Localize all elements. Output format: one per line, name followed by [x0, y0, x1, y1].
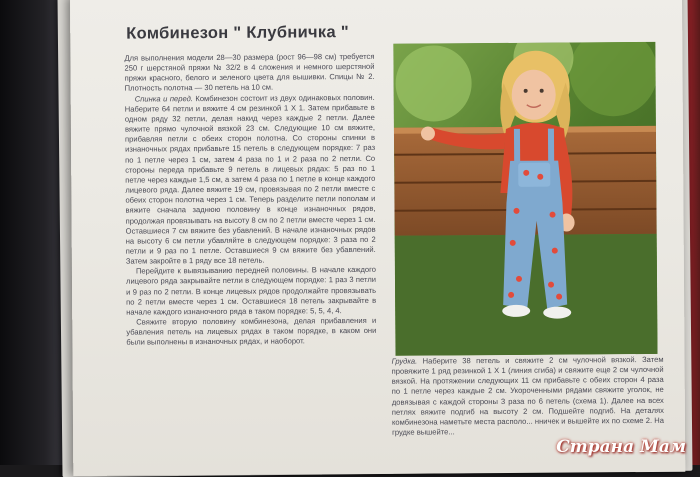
child-photo-illustration: [393, 42, 657, 356]
section-label: Спинка и перед.: [134, 93, 193, 104]
back-front-paragraph: [125, 93, 376, 267]
article-title: Комбинезон " Клубничка ": [126, 23, 349, 43]
caption-body: Наберите 38 петель и свяжите 2 см чулочной вязкой. Затем провяжите 1 ряд резинкой 1 Х 1 (линия сгиба) и свяжите еще 2 см чулочной вязкой. На протяжении следующих 11 см прибавьте с обеих сторон 4 раза по 1 петле через каждые 2 см. Укороченными рядами свяжите уголок, не довязывая с каждой стороны 3 раза по 6 петель (схема 1). Далее на всех петлях вяжите подгиб на высоту 2 см. Подшейте подгиб. На деталях комбинезона наметьте места располо... нничек и вышейте их по схеме 2. На грудке вышейте...: [391, 354, 665, 437]
section-text: Комбинезон состоит из двух одинаковых половин. Наберите 64 петли и вяжите 4 см резинкой 1 Х 1. Затем прибавьте в одном ряду 32 петли, делая накид через каждые 2 петли. Далее вяжите прямо чулочной вязкой 23 см. Следующие 10 см вяжите, прибавляя петли с обеих сторон полотна. Со стороны спинки в изнаночных рядах прибавьте 15 петель в следующем порядке: 7 раз по 1 петле через 1 см, затем 4 раза по 1 и 2 раза по 2 петли. Со стороны переда прибавьте 9 петель в лицевых рядах: 5 раз по 1 петле через каждые 1,5 см, а затем 4 раза по 1 петле в конце каждого лицевого ряда. Далее вяжите 19 см, провязывая по 2 петли вместе с обеих сторон полотна через 1 см. Теперь разделите петли пополам и вяжите сначала заднюю половину в конце изнаночных рядов, продолжая провязывать на высоту 8 см по 2 петли вместе через 1 см. Оставшиеся 7 см вяжите без убавлений. В начале изнаночных рядов на высоту 6 см петли убавляйте в следующем порядке: 3 раза по 2 петли и 9 раз по 1 петле. Оставшиеся 9 см вяжите без убавлений. Затем закройте в 1 ряду все 18 петель.: [124, 92, 376, 266]
site-watermark: Страна Мам: [556, 437, 686, 457]
instructions-column: [124, 52, 376, 348]
second-half-paragraph: Свяжите вторую половину комбинезона, делая прибавления и убавления петель на лицевых рядах в таком порядке, в каком они были выполнены в изнаночных рядах, и наоборот.: [126, 315, 377, 347]
magazine-page: [70, 0, 685, 476]
intro-paragraph: Для выполнения модели 28—30 размера (рост 96—98 см) требуется 250 г шерстяной пряжи № 32/2 в 4 сложения и немного шерстяной пряжи красного, белого и зеленого цвета для вышивки. Спицы № 2. Плотность полотна — 30 петель на 10 см.: [124, 51, 375, 94]
front-half-paragraph: Перейдите к вывязыванию передней половины. В начале каждого лицевого ряда закрывайте петли в следующем порядке: 1 раз 3 петли и 9 раз по 2 петли. В конце лицевых рядов продолжайте провязывать по 2 петли вместе через 1 см. Оставшиеся 18 петель закрывайте в начале каждого изнаночного ряда в таком порядке: 5, 5, 4, 4.: [125, 265, 377, 317]
dark-background: [0, 0, 64, 465]
child-photo: [393, 42, 657, 356]
caption-label: Грудка.: [391, 356, 418, 366]
caption-text-block: [392, 355, 665, 438]
